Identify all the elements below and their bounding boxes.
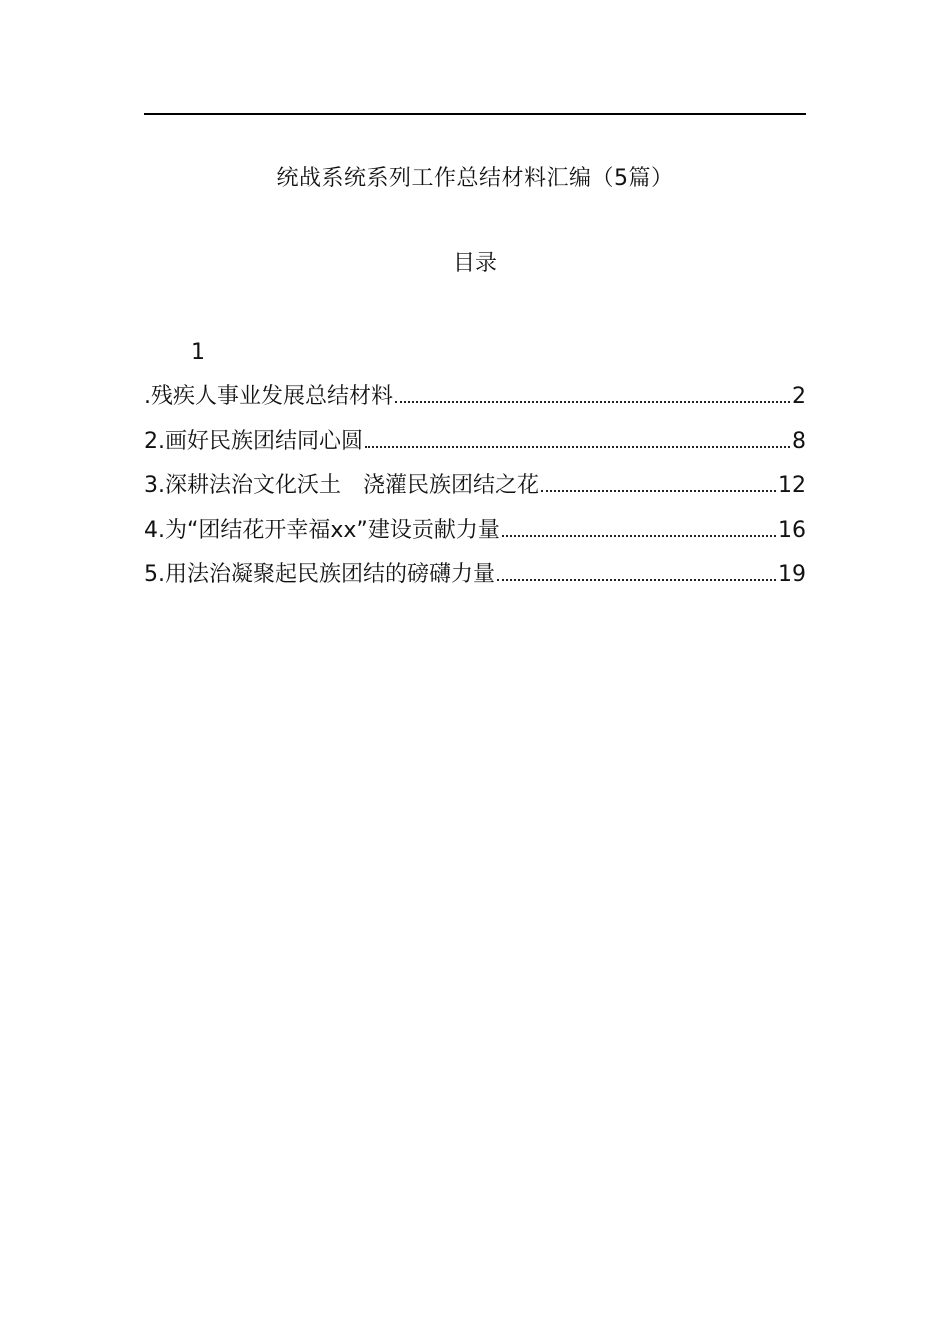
toc-dot-leader: [502, 535, 776, 537]
toc-entry-title[interactable]: 2.画好民族团结同心圆: [144, 428, 363, 454]
toc-entry[interactable]: [144, 514, 806, 559]
toc-heading: 目录: [452, 251, 497, 276]
toc-entry[interactable]: [144, 380, 806, 425]
toc-entry-number: 1: [191, 340, 205, 365]
toc-dot-leader: [395, 401, 790, 403]
toc-entry-page[interactable]: 2: [792, 384, 806, 409]
toc-entry-title[interactable]: 4.为“团结花开幸福xx”建设贡献力量: [144, 517, 500, 543]
toc-entry[interactable]: [144, 469, 806, 514]
header-rule: [144, 113, 806, 115]
toc-entry-page[interactable]: 12: [778, 473, 806, 498]
toc-entry-title[interactable]: 5.用法治凝聚起民族团结的磅礴力量: [144, 562, 495, 587]
toc-dot-leader: [365, 446, 790, 448]
toc-entry[interactable]: [144, 558, 806, 603]
document-title: 统战系统系列工作总结材料汇编（5篇）: [276, 166, 674, 191]
table-of-contents: [144, 380, 806, 603]
toc-entry-title[interactable]: .残疾人事业发展总结材料: [144, 384, 393, 409]
toc-entry-page[interactable]: 8: [792, 428, 806, 454]
toc-entry-page[interactable]: 19: [778, 562, 806, 587]
toc-entry-page[interactable]: 16: [778, 517, 806, 543]
toc-entry-title[interactable]: 3.深耕法治文化沃土 浇灌民族团结之花: [144, 473, 539, 498]
toc-dot-leader: [541, 490, 776, 492]
toc-entry[interactable]: [144, 425, 806, 470]
toc-dot-leader: [497, 579, 776, 581]
